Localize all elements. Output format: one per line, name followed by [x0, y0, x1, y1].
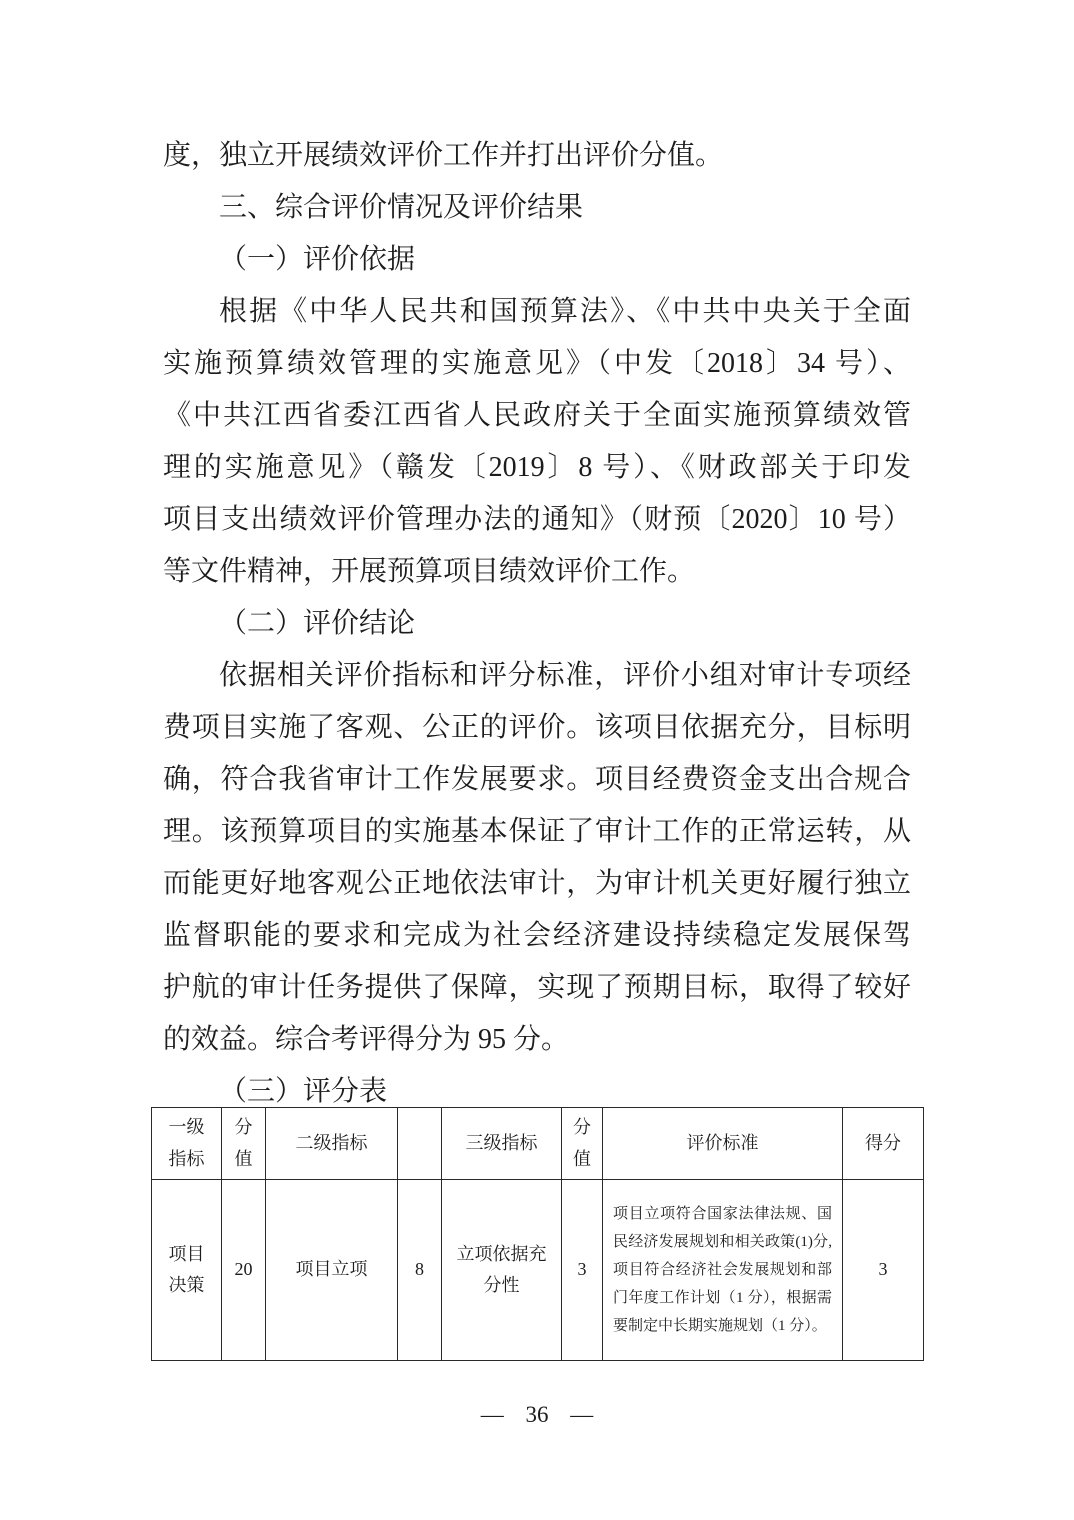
table-cell: 项目立项: [266, 1180, 398, 1361]
text-line: 护航的审计任务提供了保障，实现了预期目标，取得了较好: [163, 972, 911, 1003]
table-cell: 3: [843, 1180, 924, 1361]
text-line: 监督职能的要求和完成为社会经济建设持续稳定发展保驾: [163, 920, 911, 951]
page-number: — 36 —: [480, 1402, 594, 1427]
section-heading: 三、综合评价情况及评价结果: [219, 192, 584, 223]
column-header: 三级指标: [442, 1108, 562, 1180]
text-line: 等文件精神，开展预算项目绩效评价工作。: [163, 556, 696, 587]
text-line: 确，符合我省审计工作发展要求。项目经费资金支出合规合: [163, 764, 911, 795]
table-cell: 8: [398, 1180, 442, 1361]
text-line: 依据相关评价指标和评分标准，评价小组对审计专项经: [219, 660, 911, 691]
text-line: 项目支出绩效评价管理办法的通知》（财预〔2020〕10 号）: [163, 504, 911, 535]
column-header: 评价标准: [603, 1108, 843, 1180]
text-line: 度，独立开展绩效评价工作并打出评价分值。: [163, 140, 724, 171]
column-header: [398, 1108, 442, 1180]
table-cell: 20: [222, 1180, 266, 1361]
table-row: [152, 1180, 924, 1361]
section-heading: （一）评价依据: [219, 244, 416, 275]
table-cell: 3: [562, 1180, 603, 1361]
text-line: 理。该预算项目的实施基本保证了审计工作的正常运转，从: [163, 816, 911, 847]
table-cell: 立项依据充分性: [442, 1180, 562, 1361]
text-line: 《中共江西省委江西省人民政府关于全面实施预算绩效管: [163, 400, 911, 431]
text-line: 费项目实施了客观、公正的评价。该项目依据充分，目标明: [163, 712, 911, 743]
section-heading: （二）评价结论: [219, 608, 416, 639]
text-line: 根据《中华人民共和国预算法》、《中共中央关于全面: [219, 296, 911, 327]
column-header: 二级指标: [266, 1108, 398, 1180]
table-cell: 项目立项符合国家法律法规、国民经济发展规划和相关政策(1)分,项目符合经济社会发展规划和部门年度工作计划（1 分），根据需要制定中长期实施规划（1 分）。: [603, 1180, 843, 1361]
score-table: [151, 1107, 924, 1361]
table-cell: 项目决策: [152, 1180, 222, 1361]
table-header-row: [152, 1108, 924, 1180]
text-line: 而能更好地客观公正地依法审计，为审计机关更好履行独立: [163, 868, 911, 899]
section-heading: （三）评分表: [219, 1076, 388, 1107]
column-header: 一级指标: [152, 1108, 222, 1180]
document-body: [163, 130, 911, 1118]
column-header: 分值: [222, 1108, 266, 1180]
text-line: 的效益。综合考评得分为 95 分。: [163, 1024, 570, 1055]
column-header: 分值: [562, 1108, 603, 1180]
text-line: 实施预算绩效管理的实施意见》（中发〔2018〕34 号）、: [163, 348, 911, 379]
text-line: 理的实施意见》（赣发〔2019〕8 号）、《财政部关于印发: [163, 452, 911, 483]
column-header: 得分: [843, 1108, 924, 1180]
page-footer: [0, 1402, 1074, 1428]
